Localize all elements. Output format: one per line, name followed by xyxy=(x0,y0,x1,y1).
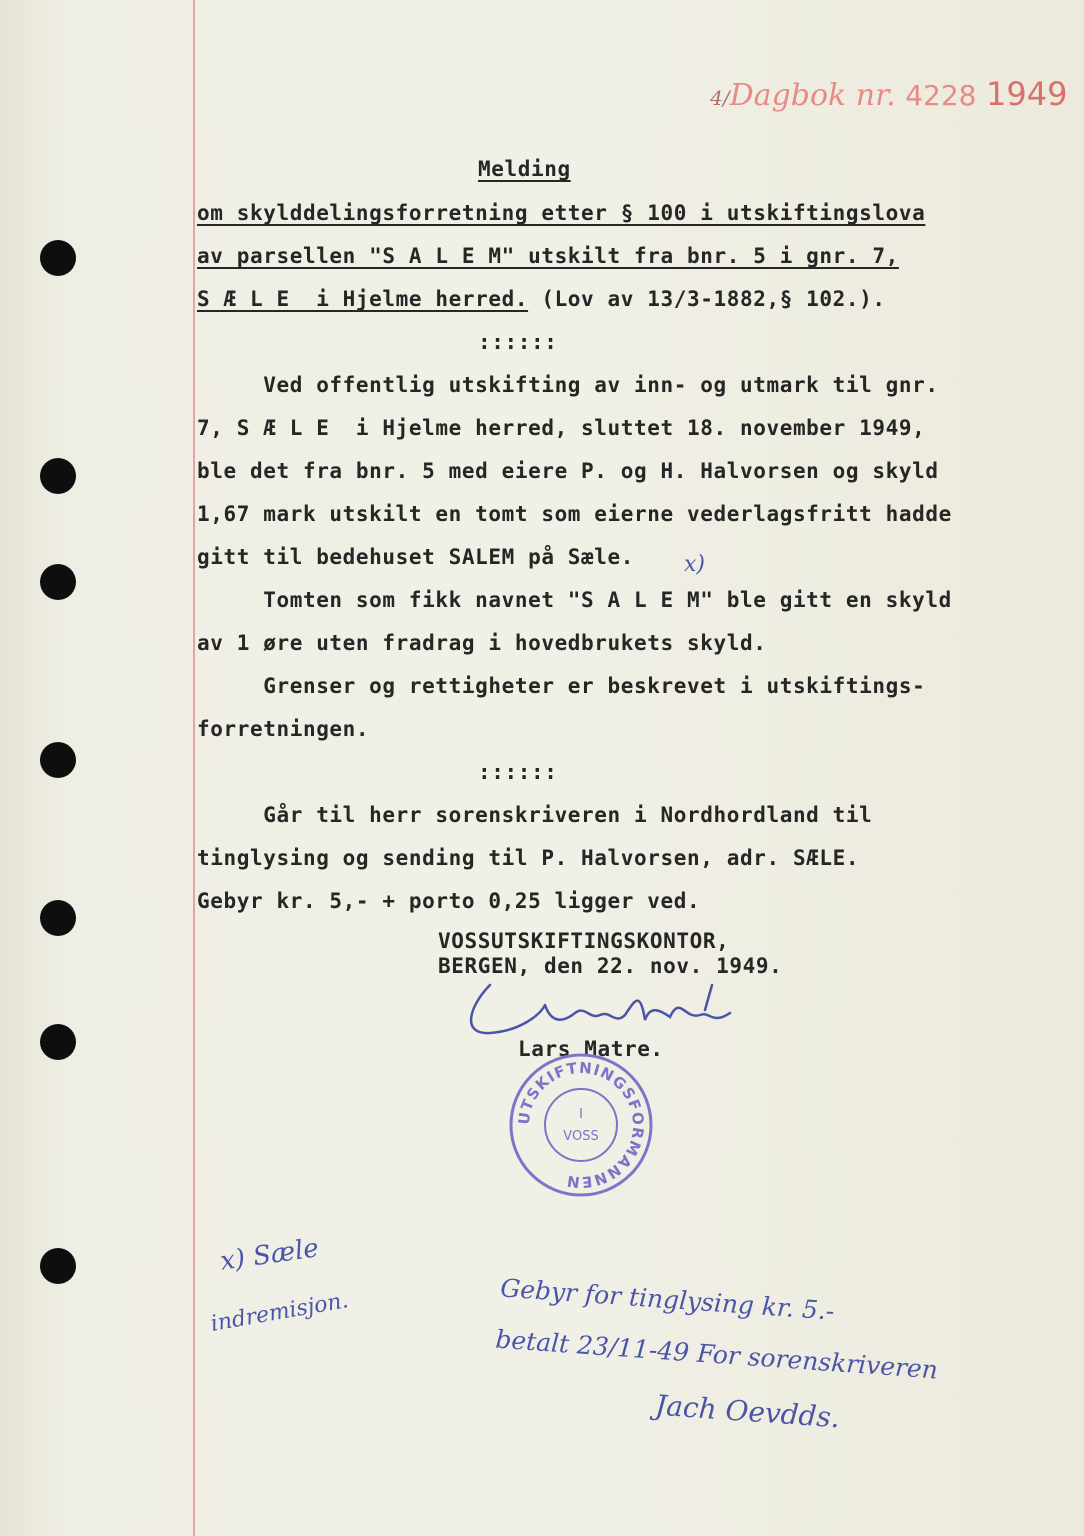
sender-place-date: BERGEN, den 22. nov. 1949. xyxy=(438,954,783,978)
closing-line: Går til herr sorenskriveren i Nordhordland til xyxy=(197,803,873,827)
punch-hole xyxy=(40,900,76,936)
body-line: Ved offentlig utskifting av inn- og utmark til gnr. xyxy=(197,373,939,397)
body-line: forretningen. xyxy=(197,717,370,741)
stamp-center-bottom: VOSS xyxy=(563,1129,599,1144)
svg-text:UTSKIFTNINGSFORMANNEN xyxy=(515,1059,648,1192)
fee-note-line-2: betalt 23/11-49 For sorenskriveren xyxy=(494,1324,939,1385)
header-number: 4228 xyxy=(905,79,977,112)
left-note-line-2: indremisjon. xyxy=(208,1288,351,1337)
body-line: 7, S Æ L E i Hjelme herred, sluttet 18. november 1949, xyxy=(197,416,926,440)
stamp-center-top: I xyxy=(579,1107,583,1122)
body-line: gitt til bedehuset SALEM på Sæle. xyxy=(197,545,635,569)
body-line: Tomten som fikk navnet "S A L E M" ble gitt en skyld xyxy=(197,588,952,612)
body-line: ble det fra bnr. 5 med eiere P. og H. Halvorsen og skyld xyxy=(197,459,939,483)
fee-note-line-1: Gebyr for tinglysing kr. 5.- xyxy=(499,1273,836,1326)
header-year: 1949 xyxy=(986,75,1068,113)
punch-hole xyxy=(40,564,76,600)
punch-hole xyxy=(40,1248,76,1284)
punch-hole xyxy=(40,1024,76,1060)
punch-hole xyxy=(40,458,76,494)
title-line-1: om skylddelingsforretning etter § 100 i utskiftingslova xyxy=(197,201,926,225)
punch-hole xyxy=(40,240,76,276)
official-stamp xyxy=(506,1050,656,1200)
insert-mark: x) xyxy=(684,552,705,577)
closing-line: tinglysing og sending til P. Halvorsen, adr. SÆLE. xyxy=(197,846,860,870)
document-heading: Melding xyxy=(478,157,571,181)
left-note-line-1: x) Sæle xyxy=(218,1233,321,1277)
title-line-2: av parsellen "S A L E M" utskilt fra bnr. 5 i gnr. 7, xyxy=(197,244,899,268)
title-line-3-rest: (Lov av 13/3-1882,§ 102.). xyxy=(528,287,886,311)
body-line: Grenser og rettigheter er beskrevet i utskiftings- xyxy=(197,674,926,698)
body-line: av 1 øre uten fradrag i hovedbrukets skyld. xyxy=(197,631,767,655)
margin-line xyxy=(193,0,195,1536)
punch-hole xyxy=(40,742,76,778)
header-label: Dagbok nr. xyxy=(729,78,896,113)
separator-2: :::::: xyxy=(478,760,558,784)
closing-line: Gebyr kr. 5,- + porto 0,25 ligger ved. xyxy=(197,889,701,913)
title-line-3 xyxy=(197,287,886,311)
stamp-ring-text: UTSKIFTNINGSFORMANNEN xyxy=(514,1058,648,1192)
journal-header xyxy=(672,40,1067,148)
fee-note-signature: Jach Oevdds. xyxy=(654,1388,841,1435)
sender-typed-name: Lars Matre. xyxy=(518,1037,664,1061)
separator-1: :::::: xyxy=(478,330,571,354)
sender-office: VOSSUTSKIFTINGSKONTOR, xyxy=(438,929,730,953)
body-line: 1,67 mark utskilt en tomt som eierne vederlagsfritt hadde xyxy=(197,502,952,526)
title-line-3-underlined: S Æ L E i Hjelme herred. xyxy=(197,287,529,311)
header-prefix: 4/ xyxy=(710,86,730,110)
